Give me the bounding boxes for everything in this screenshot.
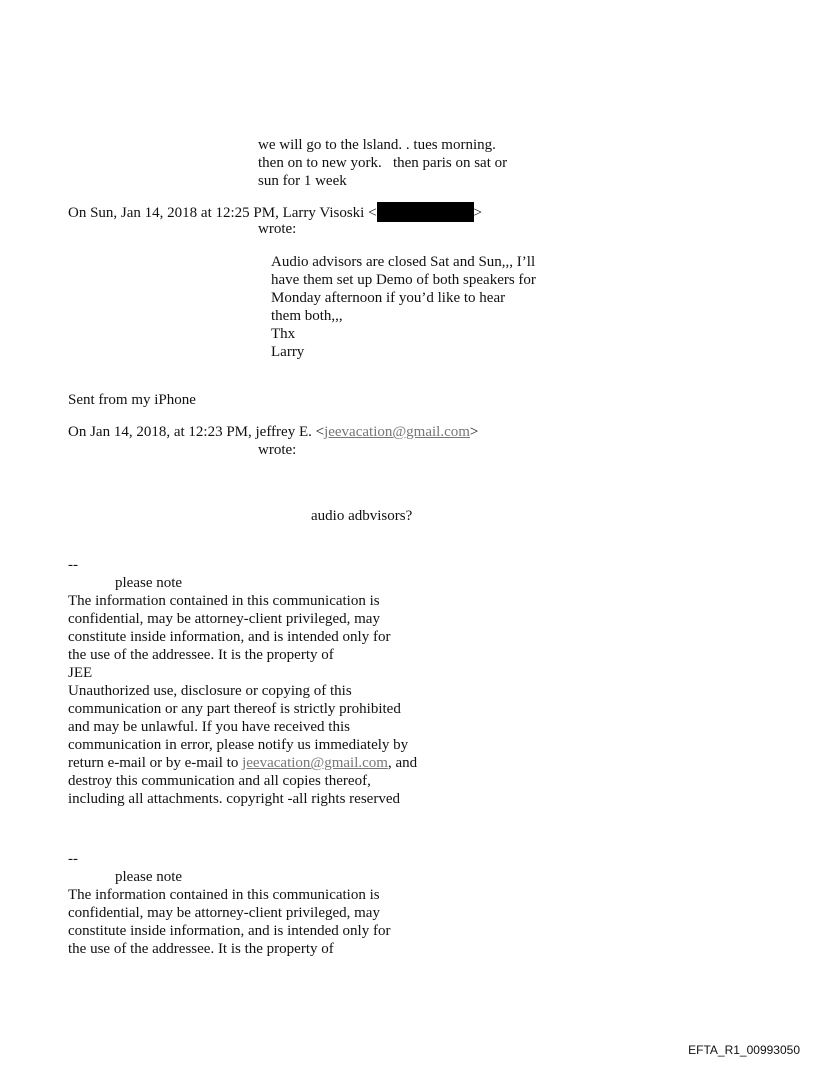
disclaimer-line: Unauthorized use, disclosure or copying of this	[68, 683, 352, 699]
disclaimer-2	[68, 850, 390, 958]
disclaimer-1	[68, 556, 417, 808]
document-id-footer: EFTA_R1_00993050	[688, 1043, 800, 1057]
quote1-header	[68, 202, 482, 222]
quote2-header-text: On Jan 14, 2018, at 12:23 PM, jeffrey E. <	[68, 424, 325, 440]
quote1-line: have them set up Demo of both speakers for	[271, 272, 536, 288]
please-note: please note	[115, 575, 183, 591]
quote1-body	[271, 253, 536, 361]
reply-body	[258, 136, 507, 190]
return-prefix: return e-mail or by e-mail to	[68, 755, 243, 771]
signature: Sent from my iPhone	[68, 392, 196, 408]
quote1-header-text: On Sun, Jan 14, 2018 at 12:25 PM, Larry Visoski <	[68, 205, 377, 221]
disclaimer-line: The information contained in this communication is	[68, 593, 380, 609]
quote1-line: Monday afternoon if you’d like to hear	[271, 290, 506, 306]
quote1-line: Thx	[271, 326, 296, 342]
disclaimer-line: the use of the addressee. It is the property of	[68, 941, 334, 957]
quote2-header-suffix: >	[469, 424, 479, 440]
dashes: --	[68, 851, 78, 867]
reply-line: then on to new york. then paris on sat or	[258, 155, 508, 171]
quote2-wrote: wrote:	[258, 442, 297, 458]
disclaimer-line: JEE	[68, 665, 93, 681]
disclaimer-line: including all attachments. copyright -all rights reserved	[68, 791, 400, 807]
email-link[interactable]: jeevacation@gmail.com	[324, 424, 470, 440]
disclaimer-line: destroy this communication and all copies thereof,	[68, 773, 371, 789]
please-note: please note	[115, 869, 183, 885]
reply-line: we will go to the lsland. . tues morning.	[258, 137, 496, 153]
disclaimer-line: constitute inside information, and is intended only for	[68, 923, 391, 939]
quote1-line: Audio advisors are closed Sat and Sun,,, I’ll	[271, 254, 536, 270]
disclaimer-line: and may be unlawful. If you have received this	[68, 719, 350, 735]
return-suffix: , and	[387, 755, 418, 771]
email-link[interactable]: jeevacation@gmail.com	[242, 755, 388, 771]
quote1-header-suffix: >	[473, 205, 483, 221]
quote2-header	[68, 423, 478, 441]
quote1-line: them both,,,	[271, 308, 343, 324]
disclaimer-line	[68, 754, 417, 772]
disclaimer-line: communication in error, please notify us immediately by	[68, 737, 409, 753]
disclaimer-line: constitute inside information, and is intended only for	[68, 629, 391, 645]
disclaimer-line: The information contained in this communication is	[68, 887, 380, 903]
redaction-box	[377, 202, 474, 222]
dashes: --	[68, 557, 78, 573]
quote1-wrote: wrote:	[258, 221, 297, 237]
disclaimer-line: confidential, may be attorney-client privileged, may	[68, 611, 380, 627]
quote2-body: audio adbvisors?	[311, 508, 413, 524]
reply-line: sun for 1 week	[258, 173, 347, 189]
disclaimer-line: confidential, may be attorney-client privileged, may	[68, 905, 380, 921]
quote1-line: Larry	[271, 344, 305, 360]
disclaimer-line: the use of the addressee. It is the property of	[68, 647, 334, 663]
disclaimer-line: communication or any part thereof is strictly prohibited	[68, 701, 401, 717]
